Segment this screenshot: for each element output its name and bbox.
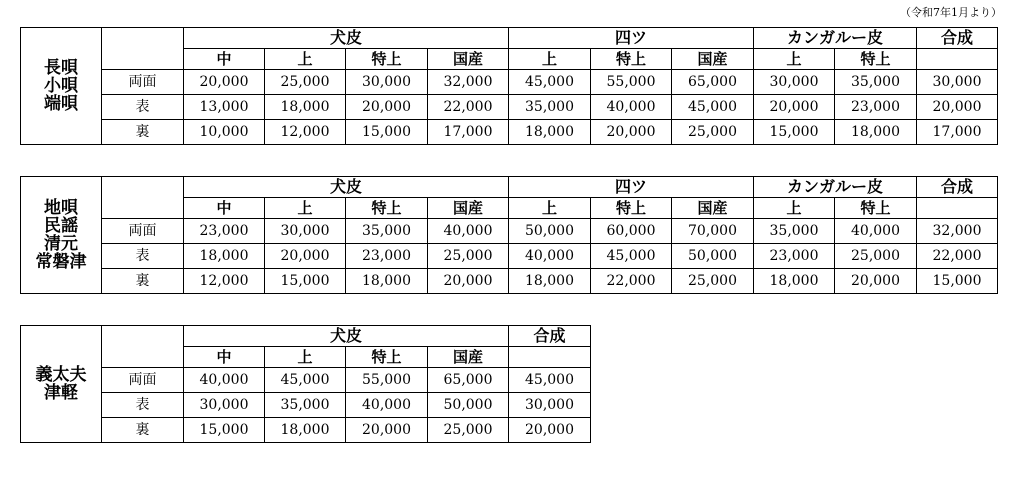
grade-header: 特上 bbox=[346, 347, 428, 368]
price-cell: 45,000 bbox=[591, 244, 672, 269]
group-header-inu: 犬皮 bbox=[184, 28, 509, 49]
group-header-kangaroo: カンガルー皮 bbox=[754, 28, 917, 49]
grade-header: 特上 bbox=[591, 49, 672, 70]
price-cell: 45,000 bbox=[509, 70, 591, 95]
table-row bbox=[21, 418, 591, 443]
row-label: 表 bbox=[102, 393, 184, 418]
price-table-gidayu bbox=[20, 325, 591, 443]
price-cell: 18,000 bbox=[509, 120, 591, 145]
group-header-inu: 犬皮 bbox=[184, 177, 509, 198]
price-cell: 13,000 bbox=[184, 95, 265, 120]
row-label: 裏 bbox=[102, 269, 184, 294]
group-header-yotsu: 四ツ bbox=[509, 28, 754, 49]
price-cell: 20,000 bbox=[346, 418, 428, 443]
price-cell: 17,000 bbox=[917, 120, 998, 145]
price-cell: 20,000 bbox=[835, 269, 917, 294]
blank-header-cell bbox=[102, 177, 184, 219]
price-cell: 40,000 bbox=[428, 219, 509, 244]
price-cell: 20,000 bbox=[265, 244, 346, 269]
table-row bbox=[21, 120, 998, 145]
price-cell: 25,000 bbox=[428, 418, 509, 443]
row-label: 両面 bbox=[102, 70, 184, 95]
grade-header: 上 bbox=[265, 49, 346, 70]
blank-grade-cell bbox=[917, 198, 998, 219]
grade-header: 国産 bbox=[428, 198, 509, 219]
grade-header: 中 bbox=[184, 49, 265, 70]
price-cell: 45,000 bbox=[509, 368, 591, 393]
category-label: 津軽 bbox=[44, 383, 78, 403]
row-label: 裏 bbox=[102, 120, 184, 145]
grade-header: 特上 bbox=[346, 198, 428, 219]
table-row bbox=[21, 393, 591, 418]
price-cell: 22,000 bbox=[591, 269, 672, 294]
grade-header: 国産 bbox=[428, 347, 509, 368]
category-cell bbox=[21, 28, 102, 145]
row-label: 裏 bbox=[102, 418, 184, 443]
group-header-gosei: 合成 bbox=[509, 326, 591, 347]
effective-date-note: （令和7年1月より） bbox=[900, 6, 1002, 19]
price-cell: 50,000 bbox=[428, 393, 509, 418]
category-label: 常磐津 bbox=[35, 252, 87, 272]
price-cell: 17,000 bbox=[428, 120, 509, 145]
table-row bbox=[21, 368, 591, 393]
price-cell: 25,000 bbox=[835, 244, 917, 269]
price-cell: 30,000 bbox=[184, 393, 265, 418]
price-cell: 25,000 bbox=[672, 269, 754, 294]
table-row bbox=[21, 269, 998, 294]
group-header-gosei: 合成 bbox=[917, 177, 998, 198]
table-row bbox=[21, 70, 998, 95]
price-cell: 15,000 bbox=[265, 269, 346, 294]
price-cell: 20,000 bbox=[917, 95, 998, 120]
price-cell: 35,000 bbox=[265, 393, 346, 418]
grade-header: 国産 bbox=[672, 198, 754, 219]
price-cell: 60,000 bbox=[591, 219, 672, 244]
grade-header: 特上 bbox=[591, 198, 672, 219]
price-cell: 55,000 bbox=[346, 368, 428, 393]
grade-header: 上 bbox=[754, 198, 835, 219]
price-cell: 32,000 bbox=[428, 70, 509, 95]
blank-header-cell bbox=[102, 28, 184, 70]
table-row bbox=[21, 219, 998, 244]
grade-header: 国産 bbox=[672, 49, 754, 70]
category-label: 地唄 bbox=[44, 198, 78, 218]
price-cell: 40,000 bbox=[591, 95, 672, 120]
price-cell: 18,000 bbox=[265, 418, 346, 443]
grade-header: 国産 bbox=[428, 49, 509, 70]
price-cell: 18,000 bbox=[346, 269, 428, 294]
price-cell: 45,000 bbox=[672, 95, 754, 120]
grade-header: 中 bbox=[184, 347, 265, 368]
price-cell: 30,000 bbox=[346, 70, 428, 95]
category-cell bbox=[21, 326, 102, 443]
price-cell: 40,000 bbox=[835, 219, 917, 244]
price-cell: 15,000 bbox=[754, 120, 835, 145]
price-cell: 20,000 bbox=[509, 418, 591, 443]
price-cell: 20,000 bbox=[428, 269, 509, 294]
category-label: 端唄 bbox=[44, 94, 78, 114]
category-cell bbox=[21, 177, 102, 294]
price-cell: 30,000 bbox=[754, 70, 835, 95]
grade-header: 上 bbox=[509, 198, 591, 219]
price-cell: 35,000 bbox=[346, 219, 428, 244]
price-cell: 10,000 bbox=[184, 120, 265, 145]
price-cell: 70,000 bbox=[672, 219, 754, 244]
price-cell: 22,000 bbox=[428, 95, 509, 120]
price-cell: 45,000 bbox=[265, 368, 346, 393]
price-cell: 40,000 bbox=[509, 244, 591, 269]
price-cell: 30,000 bbox=[265, 219, 346, 244]
row-label: 両面 bbox=[102, 368, 184, 393]
price-cell: 20,000 bbox=[184, 70, 265, 95]
price-cell: 65,000 bbox=[428, 368, 509, 393]
price-cell: 15,000 bbox=[346, 120, 428, 145]
grade-header: 上 bbox=[754, 49, 835, 70]
blank-grade-cell bbox=[917, 49, 998, 70]
price-cell: 35,000 bbox=[509, 95, 591, 120]
table-row bbox=[21, 95, 998, 120]
price-cell: 30,000 bbox=[917, 70, 998, 95]
blank-grade-cell bbox=[509, 347, 591, 368]
price-cell: 40,000 bbox=[184, 368, 265, 393]
grade-header: 中 bbox=[184, 198, 265, 219]
price-cell: 25,000 bbox=[265, 70, 346, 95]
category-label: 小唄 bbox=[44, 76, 78, 96]
price-cell: 65,000 bbox=[672, 70, 754, 95]
grade-header: 上 bbox=[509, 49, 591, 70]
price-cell: 23,000 bbox=[835, 95, 917, 120]
blank-header-cell bbox=[102, 326, 184, 368]
grade-header: 上 bbox=[265, 198, 346, 219]
grade-header: 上 bbox=[265, 347, 346, 368]
category-label: 義太夫 bbox=[35, 365, 87, 385]
price-cell: 30,000 bbox=[509, 393, 591, 418]
row-label: 表 bbox=[102, 244, 184, 269]
price-cell: 20,000 bbox=[346, 95, 428, 120]
price-cell: 35,000 bbox=[754, 219, 835, 244]
group-header-yotsu: 四ツ bbox=[509, 177, 754, 198]
price-cell: 23,000 bbox=[184, 219, 265, 244]
grade-header: 特上 bbox=[346, 49, 428, 70]
price-cell: 18,000 bbox=[835, 120, 917, 145]
group-header-gosei: 合成 bbox=[917, 28, 998, 49]
price-cell: 15,000 bbox=[917, 269, 998, 294]
price-cell: 40,000 bbox=[346, 393, 428, 418]
price-cell: 18,000 bbox=[509, 269, 591, 294]
price-cell: 20,000 bbox=[591, 120, 672, 145]
group-header-row bbox=[21, 177, 998, 198]
price-cell: 22,000 bbox=[917, 244, 998, 269]
category-label: 民謡 bbox=[44, 216, 78, 236]
category-label: 清元 bbox=[44, 234, 78, 254]
price-cell: 20,000 bbox=[754, 95, 835, 120]
group-header-row bbox=[21, 28, 998, 49]
price-cell: 12,000 bbox=[184, 269, 265, 294]
price-cell: 25,000 bbox=[428, 244, 509, 269]
price-cell: 18,000 bbox=[265, 95, 346, 120]
price-cell: 18,000 bbox=[184, 244, 265, 269]
group-header-kangaroo: カンガルー皮 bbox=[754, 177, 917, 198]
price-cell: 23,000 bbox=[346, 244, 428, 269]
price-cell: 35,000 bbox=[835, 70, 917, 95]
price-cell: 55,000 bbox=[591, 70, 672, 95]
price-cell: 12,000 bbox=[265, 120, 346, 145]
grade-header: 特上 bbox=[835, 198, 917, 219]
group-header-inu: 犬皮 bbox=[184, 326, 509, 347]
grade-header: 特上 bbox=[835, 49, 917, 70]
price-table-jiuta bbox=[20, 176, 998, 294]
group-header-row bbox=[21, 326, 591, 347]
price-cell: 50,000 bbox=[509, 219, 591, 244]
row-label: 両面 bbox=[102, 219, 184, 244]
row-label: 表 bbox=[102, 95, 184, 120]
price-cell: 50,000 bbox=[672, 244, 754, 269]
price-cell: 25,000 bbox=[672, 120, 754, 145]
table-row bbox=[21, 244, 998, 269]
price-cell: 23,000 bbox=[754, 244, 835, 269]
price-table-nagauta bbox=[20, 27, 998, 145]
price-cell: 32,000 bbox=[917, 219, 998, 244]
price-cell: 18,000 bbox=[754, 269, 835, 294]
price-cell: 15,000 bbox=[184, 418, 265, 443]
category-label: 長唄 bbox=[44, 58, 78, 78]
